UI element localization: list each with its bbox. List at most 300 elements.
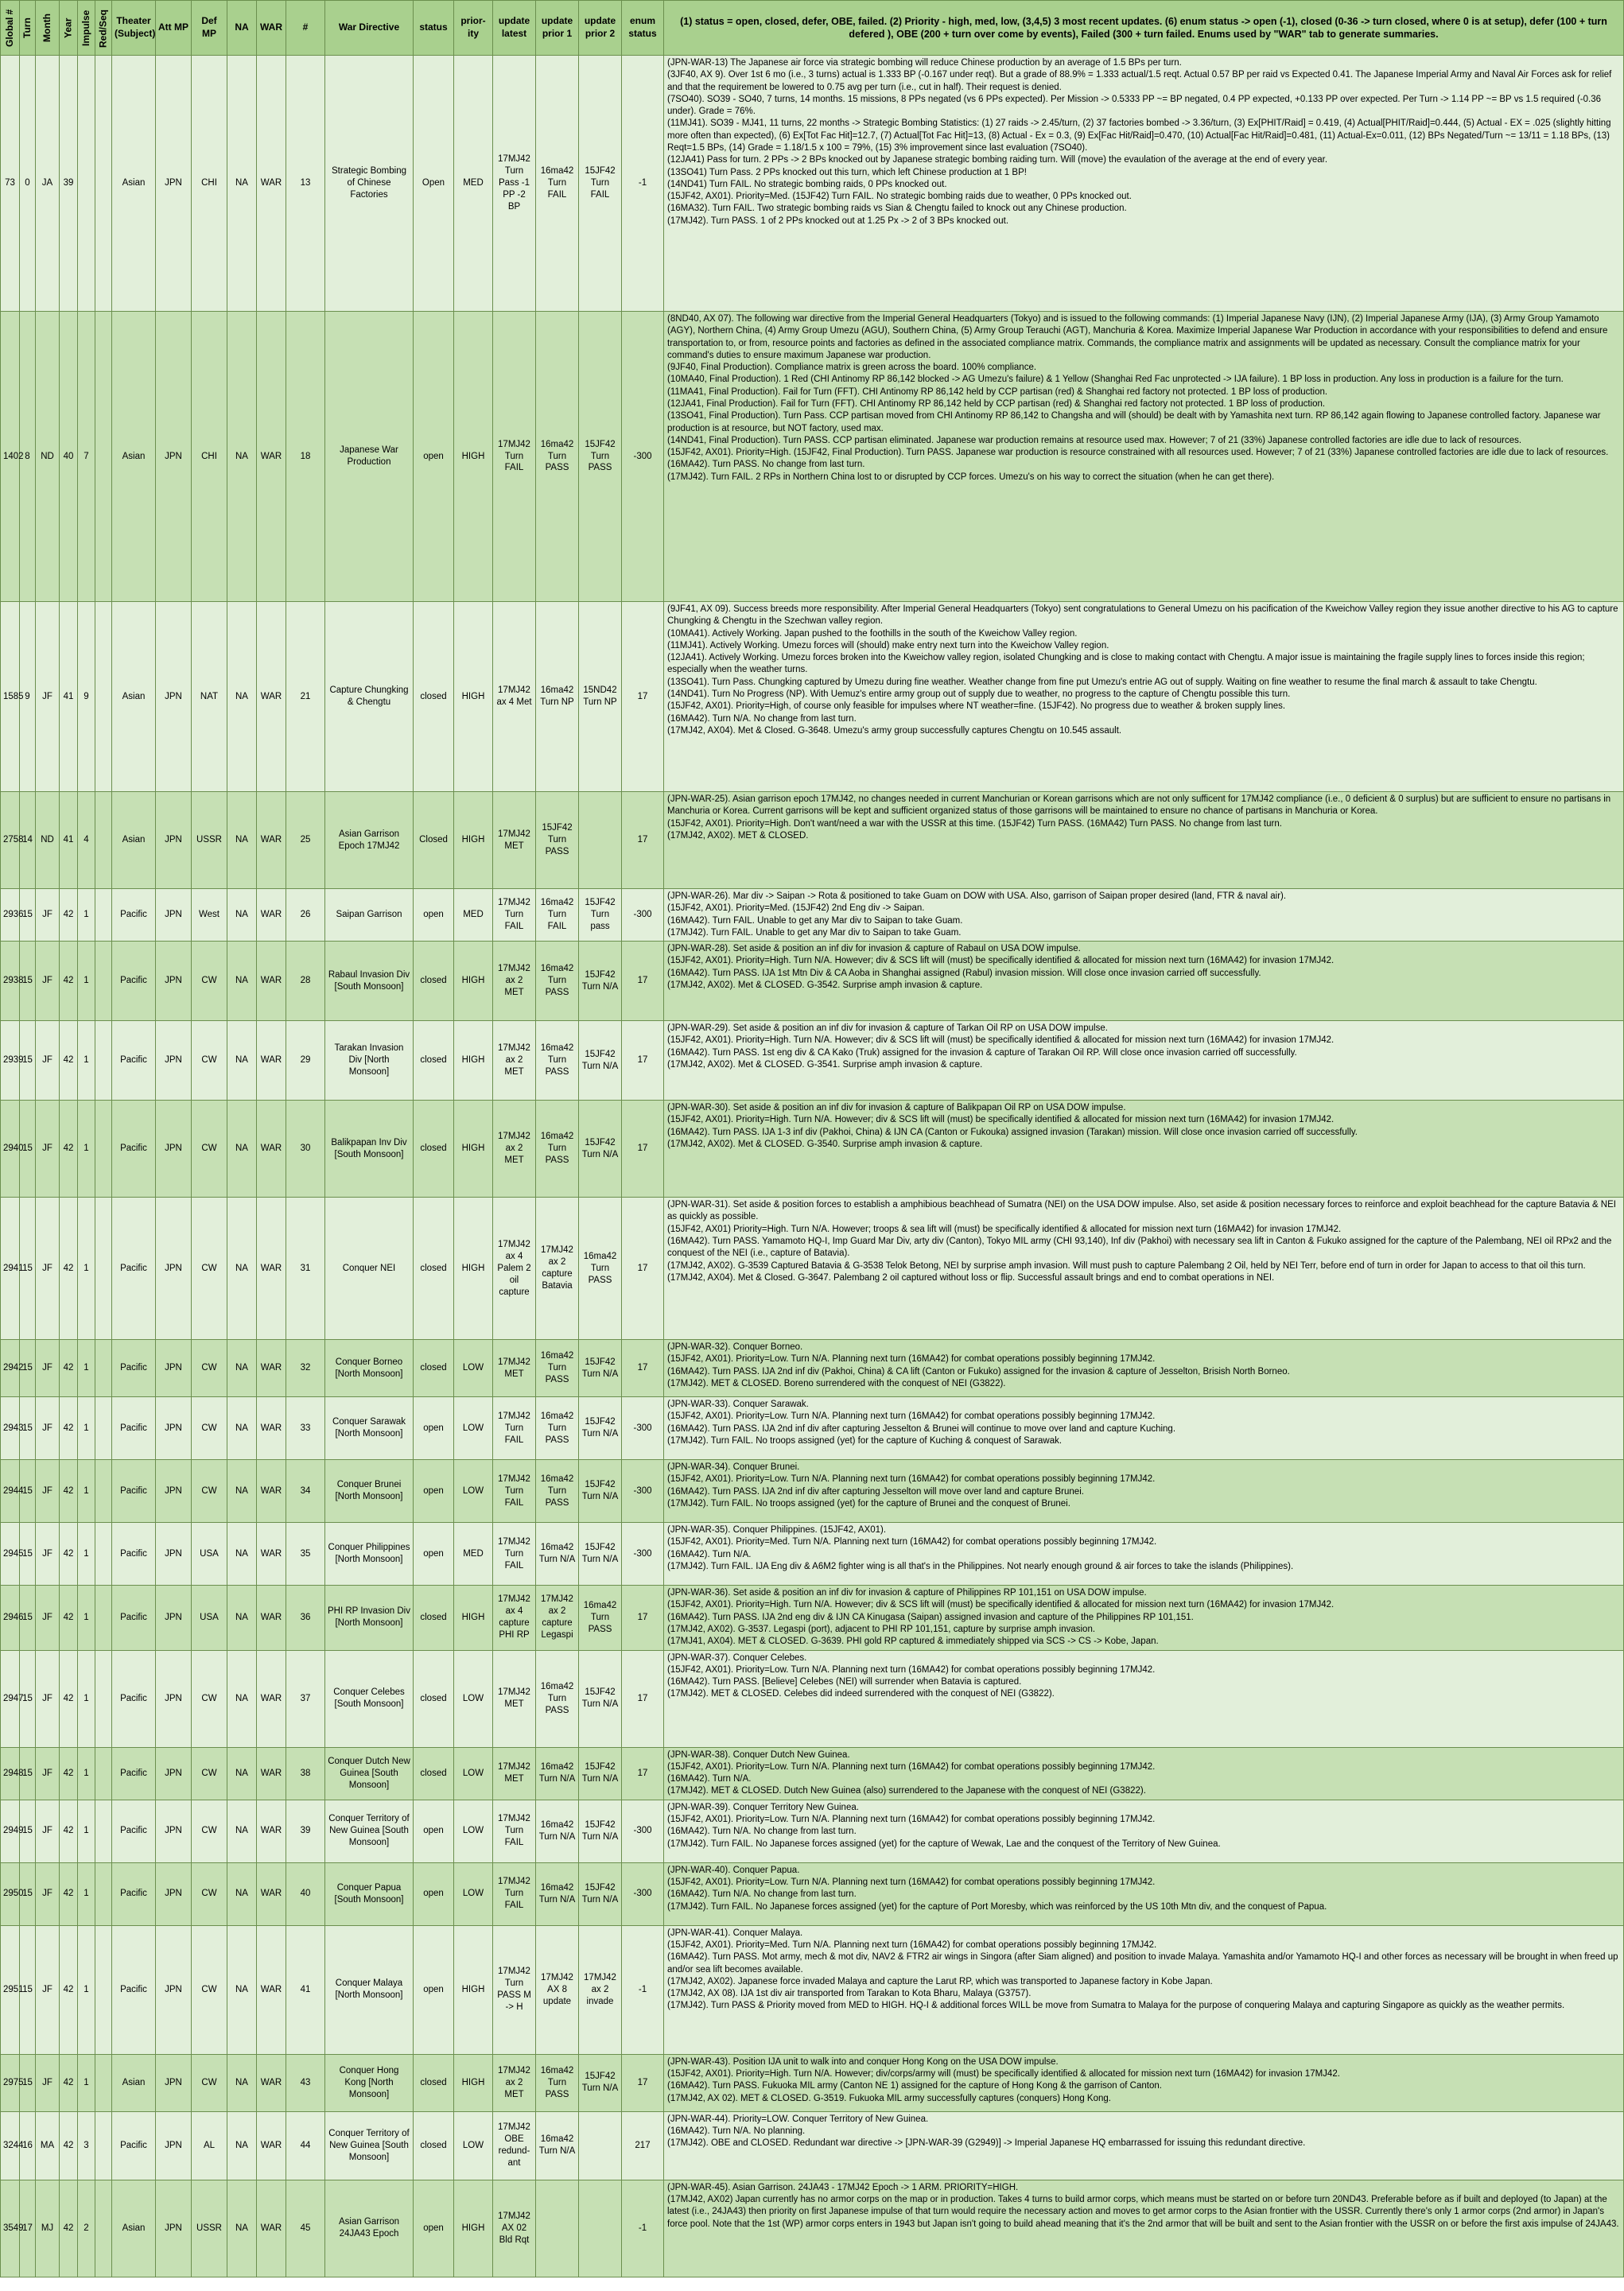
note-line: (JPN-WAR-31). Set aside & position forces to establish a amphibious beachhead of Sumatra (NEI) on the USA DOW impulse. Also, set aside & position necessary forces to reinforce and exploit beachhead for the capture Batavia & NEI as quickly as possible. bbox=[667, 1200, 1616, 1222]
impulse-cell: 7 bbox=[78, 312, 95, 602]
note-line: (JPN-WAR-37). Conquer Celebes. bbox=[667, 1652, 807, 1663]
note-line: (8ND40, AX 07). The following war directive from the Imperial General Headquarters (Tokyo) and is issued to the following commands: (1) Imperial Japanese Navy (IJN), (2) Imperial Japanese Army (IJA), (3) Army Group Yamamoto (AGY), Northern China, (4) Army Group Umezu (AGU), Southern China, (5) Army Group Terauchi (AGT), Manchuria & Korea. Maximize Imperial Japanese War Production in accordance with your responsibilities to defend and ensure transportation to, or from, resource points and factories as defined in the associated compliance matrix. Commands, the compliance matrix and assignments will be updated as necessary. Consult the compliance matrix for your command's duties to ensure maximum Japanese war production. bbox=[667, 314, 1608, 360]
note-line: (JPN-WAR-13) The Japanese air force via strategic bombing will reduce Chinese production by an average of 1.5 BPs per turn. bbox=[667, 58, 1182, 68]
column-header[interactable]: prior-ity bbox=[454, 1, 493, 56]
def-mp-cell: CW bbox=[192, 1800, 227, 1862]
update-prior-1: 15JF42 Turn PASS bbox=[536, 792, 579, 889]
status-cell: open bbox=[414, 1523, 454, 1586]
table-row[interactable] bbox=[1, 889, 1624, 942]
enum-status: 17 bbox=[622, 1021, 664, 1101]
note-line: (JPN-WAR-38). Conquer Dutch New Guinea. bbox=[667, 1749, 850, 1760]
note-line: (16MA42). Turn PASS. Mot army, mech & mot div, NAV2 & FTR2 air wings in Singora (after Siam aligned) and position to invade Malaya. Yamashita and/or Yamamoto HQ-I and other forces as necessary will be brought in when freed up and/or sea lift becomes available. bbox=[667, 1952, 1618, 1975]
status-cell: closed bbox=[414, 2111, 454, 2180]
turn-cell: 15 bbox=[20, 1460, 36, 1523]
note-line: (17MJ42, AX 08). IJA 1st div air transported from Tarakan to Kota Bharu, Malaya (G3757). bbox=[667, 1989, 1032, 1999]
red-seq-cell bbox=[95, 1460, 112, 1523]
status-cell: closed bbox=[414, 1340, 454, 1397]
directive-number: 31 bbox=[286, 1198, 325, 1340]
def-mp-cell: CW bbox=[192, 1021, 227, 1101]
update-latest: 17MJ42 ax 2 MET bbox=[493, 1021, 536, 1101]
note-line: (15JF42, AX01). Priority=Med. (15JF42) 2nd Eng div -> Saipan. bbox=[667, 903, 925, 914]
month-cell: JF bbox=[36, 1800, 60, 1862]
red-seq-cell bbox=[95, 2111, 112, 2180]
enum-status: -300 bbox=[622, 1862, 664, 1925]
status-cell: Closed bbox=[414, 792, 454, 889]
theater-cell: Pacific bbox=[112, 1523, 156, 1586]
directive-number: 36 bbox=[286, 1586, 325, 1650]
update-latest: 17MJ42 Turn PASS M -> H bbox=[493, 1925, 536, 2054]
column-header[interactable]: Att MP bbox=[156, 1, 192, 56]
war-cell: WAR bbox=[257, 1198, 286, 1340]
directive-number: 21 bbox=[286, 602, 325, 792]
update-prior-2: 15JF42 Turn N/A bbox=[579, 1523, 622, 1586]
turn-cell: 15 bbox=[20, 1523, 36, 1586]
column-header[interactable]: Red/Seq bbox=[95, 1, 112, 56]
status-cell: open bbox=[414, 2180, 454, 2277]
note-line: (17MJ41, AX04). MET & CLOSED. G-3639. PHI gold RP captured & immediately shipped via SCS -> CS -> Kobe, Japan. bbox=[667, 1637, 1159, 1647]
att-mp-cell: JPN bbox=[156, 602, 192, 792]
def-mp-cell: USSR bbox=[192, 792, 227, 889]
turn-cell: 15 bbox=[20, 889, 36, 942]
column-header[interactable]: Def MP bbox=[192, 1, 227, 56]
war-cell: WAR bbox=[257, 1523, 286, 1586]
enum-status: 17 bbox=[622, 1747, 664, 1800]
column-header[interactable]: update prior 1 bbox=[536, 1, 579, 56]
note-line: (14ND41) Turn FAIL. No strategic bombing raids, 0 PPs knocked out. bbox=[667, 179, 947, 189]
note-line: (16MA42). Turn N/A. No planning. bbox=[667, 2126, 806, 2136]
year-cell: 42 bbox=[60, 1021, 78, 1101]
note-line: (JPN-WAR-30). Set aside & position an inf div for invasion & capture of Balikpapan Oil RP on USA DOW impulse. bbox=[667, 1103, 1126, 1113]
note-line: (12JA41) Pass for turn. 2 PPs -> 2 BPs knocked out by Japanese strategic bombing raiding turn. Will (move) the evaulation of the average at the end of every year. bbox=[667, 155, 1328, 165]
priority-cell: HIGH bbox=[454, 1021, 493, 1101]
update-prior-1 bbox=[536, 2180, 579, 2277]
priority-cell: LOW bbox=[454, 1862, 493, 1925]
month-cell: ND bbox=[36, 312, 60, 602]
year-cell: 41 bbox=[60, 602, 78, 792]
update-latest: 17MJ42 Turn FAIL bbox=[493, 889, 536, 942]
na-cell: NA bbox=[227, 942, 257, 1021]
na-cell: NA bbox=[227, 1650, 257, 1747]
impulse-cell: 1 bbox=[78, 1862, 95, 1925]
enum-status: -300 bbox=[622, 312, 664, 602]
table-row[interactable] bbox=[1, 942, 1624, 1021]
note-line: (15JF42, AX01). Priority=High. (15JF42, Final Production). Turn PASS. Japanese war production is resource constrained with all resources used. However; 7 of 21 (33%) Japanese controlled factories are idle due to lack of resources. bbox=[667, 448, 1609, 458]
enum-status: -1 bbox=[622, 56, 664, 312]
turn-cell: 15 bbox=[20, 1397, 36, 1460]
directive-number: 45 bbox=[286, 2180, 325, 2277]
na-cell: NA bbox=[227, 2054, 257, 2111]
na-cell: NA bbox=[227, 1340, 257, 1397]
table-row[interactable] bbox=[1, 1800, 1624, 1862]
theater-cell: Asian bbox=[112, 792, 156, 889]
table-row[interactable] bbox=[1, 2111, 1624, 2180]
global-number: 1402 bbox=[1, 312, 20, 602]
note-line: (JPN-WAR-41). Conquer Malaya. bbox=[667, 1928, 803, 1938]
directive-number: 39 bbox=[286, 1800, 325, 1862]
column-header[interactable]: enum status bbox=[622, 1, 664, 56]
month-cell: JF bbox=[36, 889, 60, 942]
table-row[interactable] bbox=[1, 1397, 1624, 1460]
att-mp-cell: JPN bbox=[156, 1101, 192, 1198]
column-header[interactable]: Global # bbox=[1, 1, 20, 56]
column-header[interactable]: WAR bbox=[257, 1, 286, 56]
turn-cell: 15 bbox=[20, 1586, 36, 1650]
notes-cell bbox=[664, 942, 1624, 1021]
table-row[interactable] bbox=[1, 1021, 1624, 1101]
theater-cell: Pacific bbox=[112, 1021, 156, 1101]
theater-cell: Pacific bbox=[112, 1460, 156, 1523]
directive-number: 30 bbox=[286, 1101, 325, 1198]
update-prior-2: 15JF42 Turn N/A bbox=[579, 1460, 622, 1523]
column-header[interactable]: Theater (Subject) bbox=[112, 1, 156, 56]
table-row[interactable] bbox=[1, 1523, 1624, 1586]
att-mp-cell: JPN bbox=[156, 2180, 192, 2277]
def-mp-cell: CW bbox=[192, 1198, 227, 1340]
red-seq-cell bbox=[95, 1397, 112, 1460]
note-line: (16MA42). Turn PASS. IJA 2nd inf div after capturing Jesselton will move over land and capture Brunei. bbox=[667, 1486, 1084, 1497]
update-prior-1: 16ma42 Turn N/A bbox=[536, 1800, 579, 1862]
status-cell: open bbox=[414, 1397, 454, 1460]
year-cell: 42 bbox=[60, 1460, 78, 1523]
directive-title: Conquer Sarawak [North Monsoon] bbox=[325, 1397, 414, 1460]
update-prior-1: 16ma42 Turn PASS bbox=[536, 312, 579, 602]
note-line: (16MA42). Turn PASS. IJA 2nd inf div (Pakhoi, China) & CA lift (Canton or Fukuko) assigned for the invasion & capture of Jesselton, Brisish North Borneo. bbox=[667, 1366, 1290, 1377]
note-line: (16MA42). Turn PASS. No change from last turn. bbox=[667, 460, 865, 470]
impulse-cell: 1 bbox=[78, 1021, 95, 1101]
red-seq-cell bbox=[95, 1523, 112, 1586]
column-header[interactable]: Turn bbox=[20, 1, 36, 56]
att-mp-cell: JPN bbox=[156, 1397, 192, 1460]
month-cell: JF bbox=[36, 1650, 60, 1747]
global-number: 2949 bbox=[1, 1800, 20, 1862]
priority-cell: LOW bbox=[454, 1747, 493, 1800]
directive-number: 34 bbox=[286, 1460, 325, 1523]
table-row[interactable] bbox=[1, 1198, 1624, 1340]
note-line: (15JF42, AX01). Priority=High. Turn N/A. However; div & SCS lift will (must) be specifically identified & allocated for mission next turn (16MA42) for invasion 17MJ42. bbox=[667, 1035, 1335, 1046]
war-cell: WAR bbox=[257, 56, 286, 312]
update-latest: 17MJ42 Turn FAIL bbox=[493, 312, 536, 602]
notes-cell bbox=[664, 889, 1624, 942]
note-line: (11MJ41). SO39 - MJ41, 11 turns, 22 months -> Strategic Bombing Statistics: (1) 27 raids -> 2.45/turn, (2) 37 factories bombed -> 3.36/turn, (3) Ex[PHIT/Raid] = 0.419, (4) Actual[PHIT/Raid]=0.444, (5) Actual - EX = .025 (slightly hitting more often than expected), (6) Ex[Tot Fac Hit]=12.7, (7) Actual[Tot Fac Hit]=13, (8) Actual - Ex = 0.3, (9) Ex[Fac Hit/Raid]=0.470, (10) Actual[Fac Hit/Raid]=0.481, (11) Actual-Ex=0.011, (12) BPs Negated/Turn ~= 13/11 = 1.18 BPs, (13) Reqt=1.5 BPs, (14) Grade = 1.18/1.5 x 100 = 79%, (15) 3% improvement since last evaluation (7SO40). bbox=[667, 118, 1611, 153]
status-cell: closed bbox=[414, 1650, 454, 1747]
update-latest: 17MJ42 Turn FAIL bbox=[493, 1523, 536, 1586]
theater-cell: Pacific bbox=[112, 1747, 156, 1800]
table-row[interactable] bbox=[1, 2180, 1624, 2277]
update-prior-1: 17MJ42 ax 2 capture Batavia bbox=[536, 1198, 579, 1340]
priority-cell: LOW bbox=[454, 1340, 493, 1397]
enum-status: 217 bbox=[622, 2111, 664, 2180]
column-header[interactable]: status bbox=[414, 1, 454, 56]
column-header[interactable]: Impulse bbox=[78, 1, 95, 56]
att-mp-cell: JPN bbox=[156, 1800, 192, 1862]
directive-number: 18 bbox=[286, 312, 325, 602]
year-cell: 42 bbox=[60, 1800, 78, 1862]
note-line: (JPN-WAR-26). Mar div -> Saipan -> Rota & positioned to take Guam on DOW with USA. Also, garrison of Saipan proper desired (land, FTR & naval air). bbox=[667, 891, 1287, 901]
impulse-cell: 4 bbox=[78, 792, 95, 889]
enum-status: 17 bbox=[622, 602, 664, 792]
notes-cell bbox=[664, 1523, 1624, 1586]
directive-title: Conquer Celebes [South Monsoon] bbox=[325, 1650, 414, 1747]
table-row[interactable] bbox=[1, 56, 1624, 312]
turn-cell: 15 bbox=[20, 2054, 36, 2111]
def-mp-cell: CW bbox=[192, 1925, 227, 2054]
update-prior-1: 16ma42 Turn N/A bbox=[536, 1523, 579, 1586]
war-cell: WAR bbox=[257, 1650, 286, 1747]
impulse-cell: 2 bbox=[78, 2180, 95, 2277]
note-line: (17MJ42). MET & CLOSED. Dutch New Guinea (also) surrendered to the Japanese with the conquest of NEI (G3822). bbox=[667, 1786, 1146, 1796]
update-prior-2: 15JF42 Turn N/A bbox=[579, 2054, 622, 2111]
note-line: (17MJ42, AX02) Japan currently has no armor corps on the map or in production. Takes 4 turns to build armor corps, which means must be started on or before turn 20ND43. Preferable before as if built and deployed (to Japan) at the latest (i.e., 24JA43) then priority on first Japanese impulse of that turn would require the necessary action and moves to get armor corps to the Asian frontier with the USSR. Currently there's only 1 armor corps (2nd armor) in Japan's force pool. Note that the 1st (WP) armor corps enters in 1943 but Japan isn't going to build ahead meaning that it's the 2nd armor that will be built and sent to the Asian frontier with the USSR on or before the first axis impulse of 24JA43. bbox=[667, 2194, 1619, 2229]
update-prior-2: 15JF42 Turn N/A bbox=[579, 1340, 622, 1397]
directive-number: 13 bbox=[286, 56, 325, 312]
update-latest: 17MJ42 OBE redund-ant bbox=[493, 2111, 536, 2180]
note-line: (15JF42, AX01). Priority=Med. (15JF42) Turn FAIL. No strategic bombing raids due to weather, 0 PPs knocked out. bbox=[667, 192, 1132, 202]
column-header[interactable]: War Directive bbox=[325, 1, 414, 56]
red-seq-cell bbox=[95, 1586, 112, 1650]
table-row[interactable] bbox=[1, 1101, 1624, 1198]
def-mp-cell: West bbox=[192, 889, 227, 942]
update-prior-1: 16ma42 Turn PASS bbox=[536, 1101, 579, 1198]
global-number: 1585 bbox=[1, 602, 20, 792]
update-prior-2: 17MJ42 ax 2 invade bbox=[579, 1925, 622, 2054]
note-line: (JPN-WAR-36). Set aside & position an inf div for invasion & capture of Philippines RP 101,151 on USA DOW impulse. bbox=[667, 1588, 1147, 1598]
column-header[interactable]: Year bbox=[60, 1, 78, 56]
table-row[interactable] bbox=[1, 792, 1624, 889]
note-line: (16MA42). Turn PASS. IJA 1-3 inf div (Pakhoi, China) & IJN CA (Canton or Fukouka) assigned invasion (Tarakan) mission. Will close once invasion carried off successfully. bbox=[667, 1127, 1358, 1137]
table-row[interactable] bbox=[1, 312, 1624, 602]
notes-cell bbox=[664, 1925, 1624, 2054]
priority-cell: LOW bbox=[454, 1800, 493, 1862]
directive-title: Asian Garrison 24JA43 Epoch bbox=[325, 2180, 414, 2277]
def-mp-cell: CW bbox=[192, 1862, 227, 1925]
note-line: (9JF40, Final Production). Compliance matrix is green across the board. 100% compliance. bbox=[667, 363, 1037, 373]
note-line: (17MJ42, AX02). Met & CLOSED. G-3541. Surprise amph invasion & capture. bbox=[667, 1059, 983, 1070]
na-cell: NA bbox=[227, 1523, 257, 1586]
na-cell: NA bbox=[227, 889, 257, 942]
att-mp-cell: JPN bbox=[156, 2111, 192, 2180]
def-mp-cell: USA bbox=[192, 1586, 227, 1650]
turn-cell: 9 bbox=[20, 602, 36, 792]
month-cell: JF bbox=[36, 1397, 60, 1460]
global-number: 2948 bbox=[1, 1747, 20, 1800]
update-prior-1: 16ma42 Turn PASS bbox=[536, 1340, 579, 1397]
status-cell: open bbox=[414, 312, 454, 602]
red-seq-cell bbox=[95, 602, 112, 792]
priority-cell: LOW bbox=[454, 1460, 493, 1523]
table-body bbox=[1, 56, 1624, 2277]
month-cell: JF bbox=[36, 942, 60, 1021]
priority-cell: HIGH bbox=[454, 602, 493, 792]
turn-cell: 15 bbox=[20, 942, 36, 1021]
note-line: (15JF42, AX01). Priority=High, of course only feasible for impulses where NT weather=fine. (15JF42). No progress due to weather & broken supply lines. bbox=[667, 701, 1286, 712]
year-cell: 42 bbox=[60, 2054, 78, 2111]
impulse-cell: 1 bbox=[78, 1397, 95, 1460]
status-cell: closed bbox=[414, 1198, 454, 1340]
priority-cell: HIGH bbox=[454, 1101, 493, 1198]
red-seq-cell bbox=[95, 1650, 112, 1747]
priority-cell: MED bbox=[454, 889, 493, 942]
global-number: 2943 bbox=[1, 1397, 20, 1460]
status-cell: open bbox=[414, 1925, 454, 2054]
directive-title: Capture Chungking & Chengtu bbox=[325, 602, 414, 792]
notes-cell bbox=[664, 1460, 1624, 1523]
directive-title: Tarakan Invasion Div [North Monsoon] bbox=[325, 1021, 414, 1101]
year-cell: 42 bbox=[60, 1340, 78, 1397]
theater-cell: Pacific bbox=[112, 942, 156, 1021]
table-row[interactable] bbox=[1, 1460, 1624, 1523]
note-line: (16MA42). Turn N/A. No change from last turn. bbox=[667, 1889, 857, 1900]
month-cell: MA bbox=[36, 2111, 60, 2180]
notes-cell bbox=[664, 1650, 1624, 1747]
note-line: (10MA40, Final Production). 1 Red (CHI Antinomy RP 86,142 blocked -> AG Umezu's failure) & 1 Yellow (Shanghai Red Fac unprotected -> IJA failure). 1 BP loss in production. Any loss in production is a failure for the turn. bbox=[667, 375, 1564, 385]
red-seq-cell bbox=[95, 792, 112, 889]
column-header[interactable]: # bbox=[286, 1, 325, 56]
global-number: 2936 bbox=[1, 889, 20, 942]
column-header[interactable]: NA bbox=[227, 1, 257, 56]
att-mp-cell: JPN bbox=[156, 1021, 192, 1101]
priority-cell: MED bbox=[454, 1523, 493, 1586]
impulse-cell: 1 bbox=[78, 889, 95, 942]
update-latest: 17MJ42 ax 2 MET bbox=[493, 1101, 536, 1198]
update-prior-1: 16ma42 Turn N/A bbox=[536, 2111, 579, 2180]
note-line: (17MJ42). Turn FAIL. Unable to get any Mar div to Saipan to take Guam. bbox=[667, 927, 962, 938]
update-latest: 17MJ42 ax 2 MET bbox=[493, 2054, 536, 2111]
note-line: (15JF42, AX01). Priority=Med. Turn N/A. Planning next turn (16MA42) for combat operations possibly beginning 17MJ42. bbox=[667, 1537, 1157, 1547]
enum-status: 17 bbox=[622, 942, 664, 1021]
na-cell: NA bbox=[227, 2180, 257, 2277]
column-header[interactable]: update prior 2 bbox=[579, 1, 622, 56]
year-cell: 42 bbox=[60, 2180, 78, 2277]
table-row[interactable] bbox=[1, 1650, 1624, 1747]
war-cell: WAR bbox=[257, 1021, 286, 1101]
table-row[interactable] bbox=[1, 1862, 1624, 1925]
priority-cell: LOW bbox=[454, 1397, 493, 1460]
red-seq-cell bbox=[95, 2180, 112, 2277]
directive-number: 37 bbox=[286, 1650, 325, 1747]
global-number: 2946 bbox=[1, 1586, 20, 1650]
note-line: (JPN-WAR-35). Conquer Philippines. (15JF42, AX01). bbox=[667, 1525, 887, 1536]
table-row[interactable] bbox=[1, 1340, 1624, 1397]
note-line: (16MA42). Turn PASS. Yamamoto HQ-I, Imp Guard Mar Div, arty div (Canton), Tokyo MIL army (CHI 93,140), Inf div (Pakhoi) with necessary sea lift in Canton & Fukuko assigned for the capture of the Palembang, NEI oil RPx2 and the conquest of the NEI (i.e., capture of Batavia). bbox=[667, 1236, 1612, 1259]
note-line: (15JF42, AX01). Priority=Low. Turn N/A. Planning next turn (16MA42) for combat operations possibly beginning 17MJ42. bbox=[667, 1761, 1156, 1772]
red-seq-cell bbox=[95, 889, 112, 942]
month-cell: JF bbox=[36, 1862, 60, 1925]
war-cell: WAR bbox=[257, 942, 286, 1021]
def-mp-cell: CW bbox=[192, 1460, 227, 1523]
def-mp-cell: CW bbox=[192, 942, 227, 1021]
theater-cell: Pacific bbox=[112, 1340, 156, 1397]
global-number: 2940 bbox=[1, 1101, 20, 1198]
table-row[interactable] bbox=[1, 602, 1624, 792]
def-mp-cell: CHI bbox=[192, 312, 227, 602]
update-latest: 17MJ42 Turn FAIL bbox=[493, 1862, 536, 1925]
status-cell: closed bbox=[414, 602, 454, 792]
turn-cell: 16 bbox=[20, 2111, 36, 2180]
update-latest: 17MJ42 Turn FAIL bbox=[493, 1397, 536, 1460]
note-line: (16MA42). Turn PASS. Fukuoka MIL army (Canton NE 1) assigned for the capture of Hong Kong & the garrison of Canton. bbox=[667, 2081, 1162, 2091]
att-mp-cell: JPN bbox=[156, 942, 192, 1021]
turn-cell: 15 bbox=[20, 1198, 36, 1340]
update-latest: 17MJ42 MET bbox=[493, 1650, 536, 1747]
na-cell: NA bbox=[227, 602, 257, 792]
update-latest: 17MJ42 Turn Pass -1 PP -2 BP bbox=[493, 56, 536, 312]
enum-status: -300 bbox=[622, 1523, 664, 1586]
global-number: 2758 bbox=[1, 792, 20, 889]
theater-cell: Asian bbox=[112, 56, 156, 312]
red-seq-cell bbox=[95, 1862, 112, 1925]
note-line: (17MJ42, AX02). Japanese force invaded Malaya and capture the Larut RP, which was transported to Japanese factory in Kobe Japan. bbox=[667, 1976, 1213, 1986]
note-line: (17MJ42, AX02). G-3539 Captured Batavia & G-3538 Telok Betong, NEI by surprise amph invasion. Will must push to capture Palembang 2 Oil, held by NEI Terr, before end of turn in order for Japan to access to that oil this turn. bbox=[667, 1260, 1586, 1271]
impulse-cell: 1 bbox=[78, 1650, 95, 1747]
na-cell: NA bbox=[227, 56, 257, 312]
note-line: (16MA42). Turn N/A. No change from last turn. bbox=[667, 1827, 857, 1837]
note-line: (17MJ42). Turn FAIL. No Japanese forces assigned (yet) for the capture of Wewak, Lae and the conquest of the Territory of New Guinea. bbox=[667, 1839, 1221, 1849]
month-cell: ND bbox=[36, 792, 60, 889]
update-prior-2 bbox=[579, 2111, 622, 2180]
directive-title: Japanese War Production bbox=[325, 312, 414, 602]
status-cell: Open bbox=[414, 56, 454, 312]
directive-title: Conquer Philippines [North Monsoon] bbox=[325, 1523, 414, 1586]
notes-cell bbox=[664, 1862, 1624, 1925]
note-line: (15JF42, AX01). Priority=High. Turn N/A. However; div & SCS lift will (must) be specifically identified & allocated for mission next turn (16MA42) for invasion 17MJ42. bbox=[667, 956, 1335, 966]
global-number: 3549 bbox=[1, 2180, 20, 2277]
table-row[interactable] bbox=[1, 1586, 1624, 1650]
directive-title: Balikpapan Inv Div [South Monsoon] bbox=[325, 1101, 414, 1198]
status-cell: open bbox=[414, 1862, 454, 1925]
directive-title: Conquer NEI bbox=[325, 1198, 414, 1340]
theater-cell: Pacific bbox=[112, 1101, 156, 1198]
table-row[interactable] bbox=[1, 2054, 1624, 2111]
turn-cell: 15 bbox=[20, 1340, 36, 1397]
year-cell: 42 bbox=[60, 1523, 78, 1586]
year-cell: 42 bbox=[60, 942, 78, 1021]
def-mp-cell: CW bbox=[192, 1747, 227, 1800]
note-line: (17MJ42). Turn FAIL. 2 RPs in Northern China lost to or disrupted by CCP forces. Umezu's on his way to correct the situation (when he can get there). bbox=[667, 472, 1275, 482]
directive-title: Conquer Dutch New Guinea [South Monsoon] bbox=[325, 1747, 414, 1800]
att-mp-cell: JPN bbox=[156, 1523, 192, 1586]
column-header[interactable]: Month bbox=[36, 1, 60, 56]
directive-number: 40 bbox=[286, 1862, 325, 1925]
att-mp-cell: JPN bbox=[156, 1460, 192, 1523]
global-number: 2944 bbox=[1, 1460, 20, 1523]
att-mp-cell: JPN bbox=[156, 1747, 192, 1800]
month-cell: JF bbox=[36, 1460, 60, 1523]
na-cell: NA bbox=[227, 1021, 257, 1101]
red-seq-cell bbox=[95, 1340, 112, 1397]
turn-cell: 15 bbox=[20, 1925, 36, 2054]
column-header[interactable]: update latest bbox=[493, 1, 536, 56]
turn-cell: 14 bbox=[20, 792, 36, 889]
note-line: (JPN-WAR-44). Priority=LOW. Conquer Territory of New Guinea. bbox=[667, 2114, 929, 2124]
update-prior-2 bbox=[579, 2180, 622, 2277]
turn-cell: 15 bbox=[20, 1800, 36, 1862]
def-mp-cell: NAT bbox=[192, 602, 227, 792]
note-line: (JPN-WAR-39). Conquer Territory New Guinea. bbox=[667, 1802, 859, 1812]
red-seq-cell bbox=[95, 942, 112, 1021]
note-line: (17MJ42, AX04). Met & Closed. G-3647. Palembang 2 oil captured without loss or flip. Successful assault brings and end to combat operations in NEI. bbox=[667, 1272, 1275, 1283]
theater-cell: Pacific bbox=[112, 1800, 156, 1862]
note-line: (16MA42). Turn PASS. 1st eng div & CA Kako (Truk) assigned for the invasion & capture of Tarakan Oil RP. Will close once invasion carried off successfully. bbox=[667, 1047, 1297, 1058]
def-mp-cell: CW bbox=[192, 1650, 227, 1747]
war-cell: WAR bbox=[257, 312, 286, 602]
table-row[interactable] bbox=[1, 1925, 1624, 2054]
month-cell: JF bbox=[36, 1340, 60, 1397]
na-cell: NA bbox=[227, 1586, 257, 1650]
directive-title: Saipan Garrison bbox=[325, 889, 414, 942]
table-row[interactable] bbox=[1, 1747, 1624, 1800]
note-line: (16MA42). Turn N/A. bbox=[667, 1549, 752, 1559]
att-mp-cell: JPN bbox=[156, 1586, 192, 1650]
